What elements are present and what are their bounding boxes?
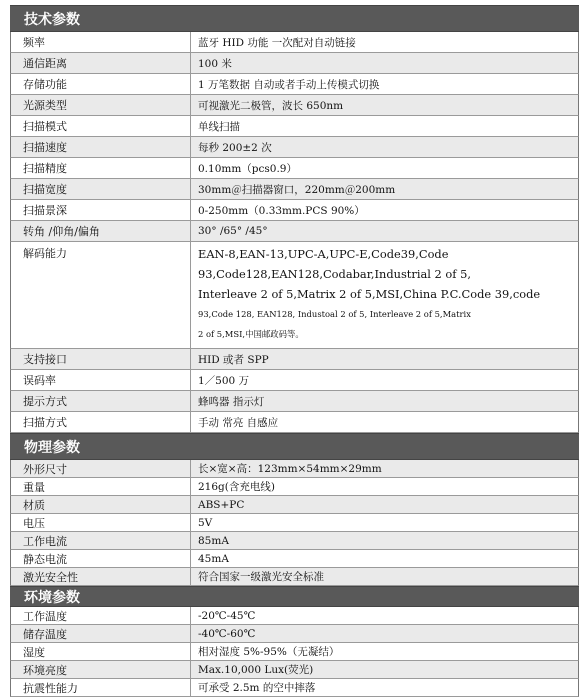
section-title: 技术参数	[24, 11, 80, 28]
decode-value	[192, 242, 578, 348]
row-label: 静态电流	[11, 550, 191, 567]
table-row	[10, 116, 579, 137]
row-value: 0-250mm（0.33mm.PCS 90%）	[198, 204, 365, 217]
row-label: 扫描精度	[11, 158, 191, 178]
table-row	[10, 95, 579, 116]
row-label: 扫描速度	[11, 137, 191, 157]
row-value: 0.10mm（pcs0.9）	[198, 162, 297, 175]
row-value: 每秒 200±2 次	[198, 141, 272, 154]
row-label: 存储功能	[11, 74, 191, 94]
row-value: 符合国家一级激光安全标准	[198, 571, 324, 583]
row-value: 30° /65° /45°	[198, 225, 268, 237]
row-label: 扫描模式	[11, 116, 191, 136]
section-title: 物理参数	[24, 439, 80, 456]
row-value: 可承受 2.5m 的空中摔落	[198, 682, 316, 694]
section-header-physical	[10, 433, 579, 460]
decode-line: EAN-8,EAN-13,UPC-A,UPC-E,Code39,Code	[198, 247, 449, 261]
table-row	[10, 32, 579, 53]
row-value: 可视激光二极管，波长 650nm	[198, 99, 344, 112]
decode-line: 93,Code 128, EAN128, Industoal 2 of 5, Interleave 2 of 5,Matrix	[198, 309, 471, 319]
row-value: 1 万笔数据 自动或者手动上传模式切换	[198, 78, 380, 91]
row-value: 5V	[198, 516, 213, 529]
section-title: 环境参数	[24, 589, 80, 606]
table-row	[10, 568, 579, 586]
row-value: 单线扫描	[198, 120, 240, 133]
row-value: 30mm＠扫描器窗口，220mm＠200mm	[198, 183, 396, 196]
row-label: 频率	[11, 32, 191, 52]
row-label: 工作电流	[11, 532, 191, 549]
table-row	[10, 460, 579, 478]
table-row	[10, 137, 579, 158]
table-row	[10, 221, 579, 242]
row-label: 储存温度	[11, 625, 191, 642]
row-value: 蜂鸣器 指示灯	[198, 395, 265, 408]
row-label: 通信距离	[11, 53, 191, 73]
row-label: 误码率	[11, 370, 191, 390]
table-row	[10, 496, 579, 514]
table-row	[10, 643, 579, 661]
decode-line: 93,Code128,EAN128,Codabar,Industrial 2 of 5,	[198, 267, 471, 281]
row-value: 45mA	[198, 552, 229, 565]
table-row	[10, 550, 579, 568]
row-value: 216g(含充电线)	[198, 481, 275, 493]
table-row	[10, 53, 579, 74]
row-value: 蓝牙 HID 功能 一次配对自动链接	[198, 36, 356, 49]
row-value: 1／500 万	[198, 374, 250, 387]
row-label: 抗震性能力	[11, 679, 191, 696]
table-row	[10, 391, 579, 412]
table-row	[10, 661, 579, 679]
section-header-environment	[10, 586, 579, 607]
row-label: 转角 /仰角/偏角	[11, 221, 191, 241]
row-label: 重量	[11, 478, 191, 495]
row-value: Max.10,000 Lux(荧光)	[198, 664, 314, 676]
row-label: 光源类型	[11, 95, 191, 115]
table-row	[10, 607, 579, 625]
table-row	[10, 679, 579, 697]
row-label: 外形尺寸	[11, 460, 191, 477]
table-row	[10, 158, 579, 179]
row-value: -40℃-60℃	[198, 627, 256, 640]
row-value: 85mA	[198, 534, 229, 547]
decode-line: Interleave 2 of 5,Matrix 2 of 5,MSI,China P.C.Code 39,code	[198, 287, 541, 301]
row-value: 手动 常亮 自感应	[198, 416, 279, 429]
table-row	[10, 179, 579, 200]
row-label: 提示方式	[11, 391, 191, 411]
row-value: 相对湿度 5%-95%（无凝结）	[198, 646, 340, 658]
row-label: 材质	[11, 496, 191, 513]
table-row	[10, 514, 579, 532]
row-value: ABS+PC	[198, 498, 245, 511]
row-label: 工作温度	[11, 607, 191, 624]
table-row	[10, 532, 579, 550]
table-row	[10, 478, 579, 496]
row-label: 扫描方式	[11, 412, 191, 432]
decode-line: 2 of 5,MSI,中国邮政码等。	[198, 329, 304, 339]
row-value: 长×宽×高：123mm×54mm×29mm	[198, 463, 382, 475]
row-value: -20℃-45℃	[198, 609, 256, 622]
row-label: 环境亮度	[11, 661, 191, 678]
row-label: 扫描宽度	[11, 179, 191, 199]
table-row-decode	[10, 242, 579, 349]
row-value: HID 或者 SPP	[198, 353, 269, 366]
table-row	[10, 370, 579, 391]
row-label: 激光安全性	[11, 568, 191, 585]
table-row	[10, 74, 579, 95]
table-row	[10, 349, 579, 370]
row-value: 100 米	[198, 57, 232, 70]
table-row	[10, 200, 579, 221]
row-label: 支持接口	[11, 349, 191, 369]
section-header-tech	[10, 5, 579, 32]
row-label: 湿度	[11, 643, 191, 660]
row-label: 电压	[11, 514, 191, 531]
row-label: 解码能力	[11, 242, 191, 348]
table-row	[10, 412, 579, 433]
table-row	[10, 625, 579, 643]
row-label: 扫描景深	[11, 200, 191, 220]
